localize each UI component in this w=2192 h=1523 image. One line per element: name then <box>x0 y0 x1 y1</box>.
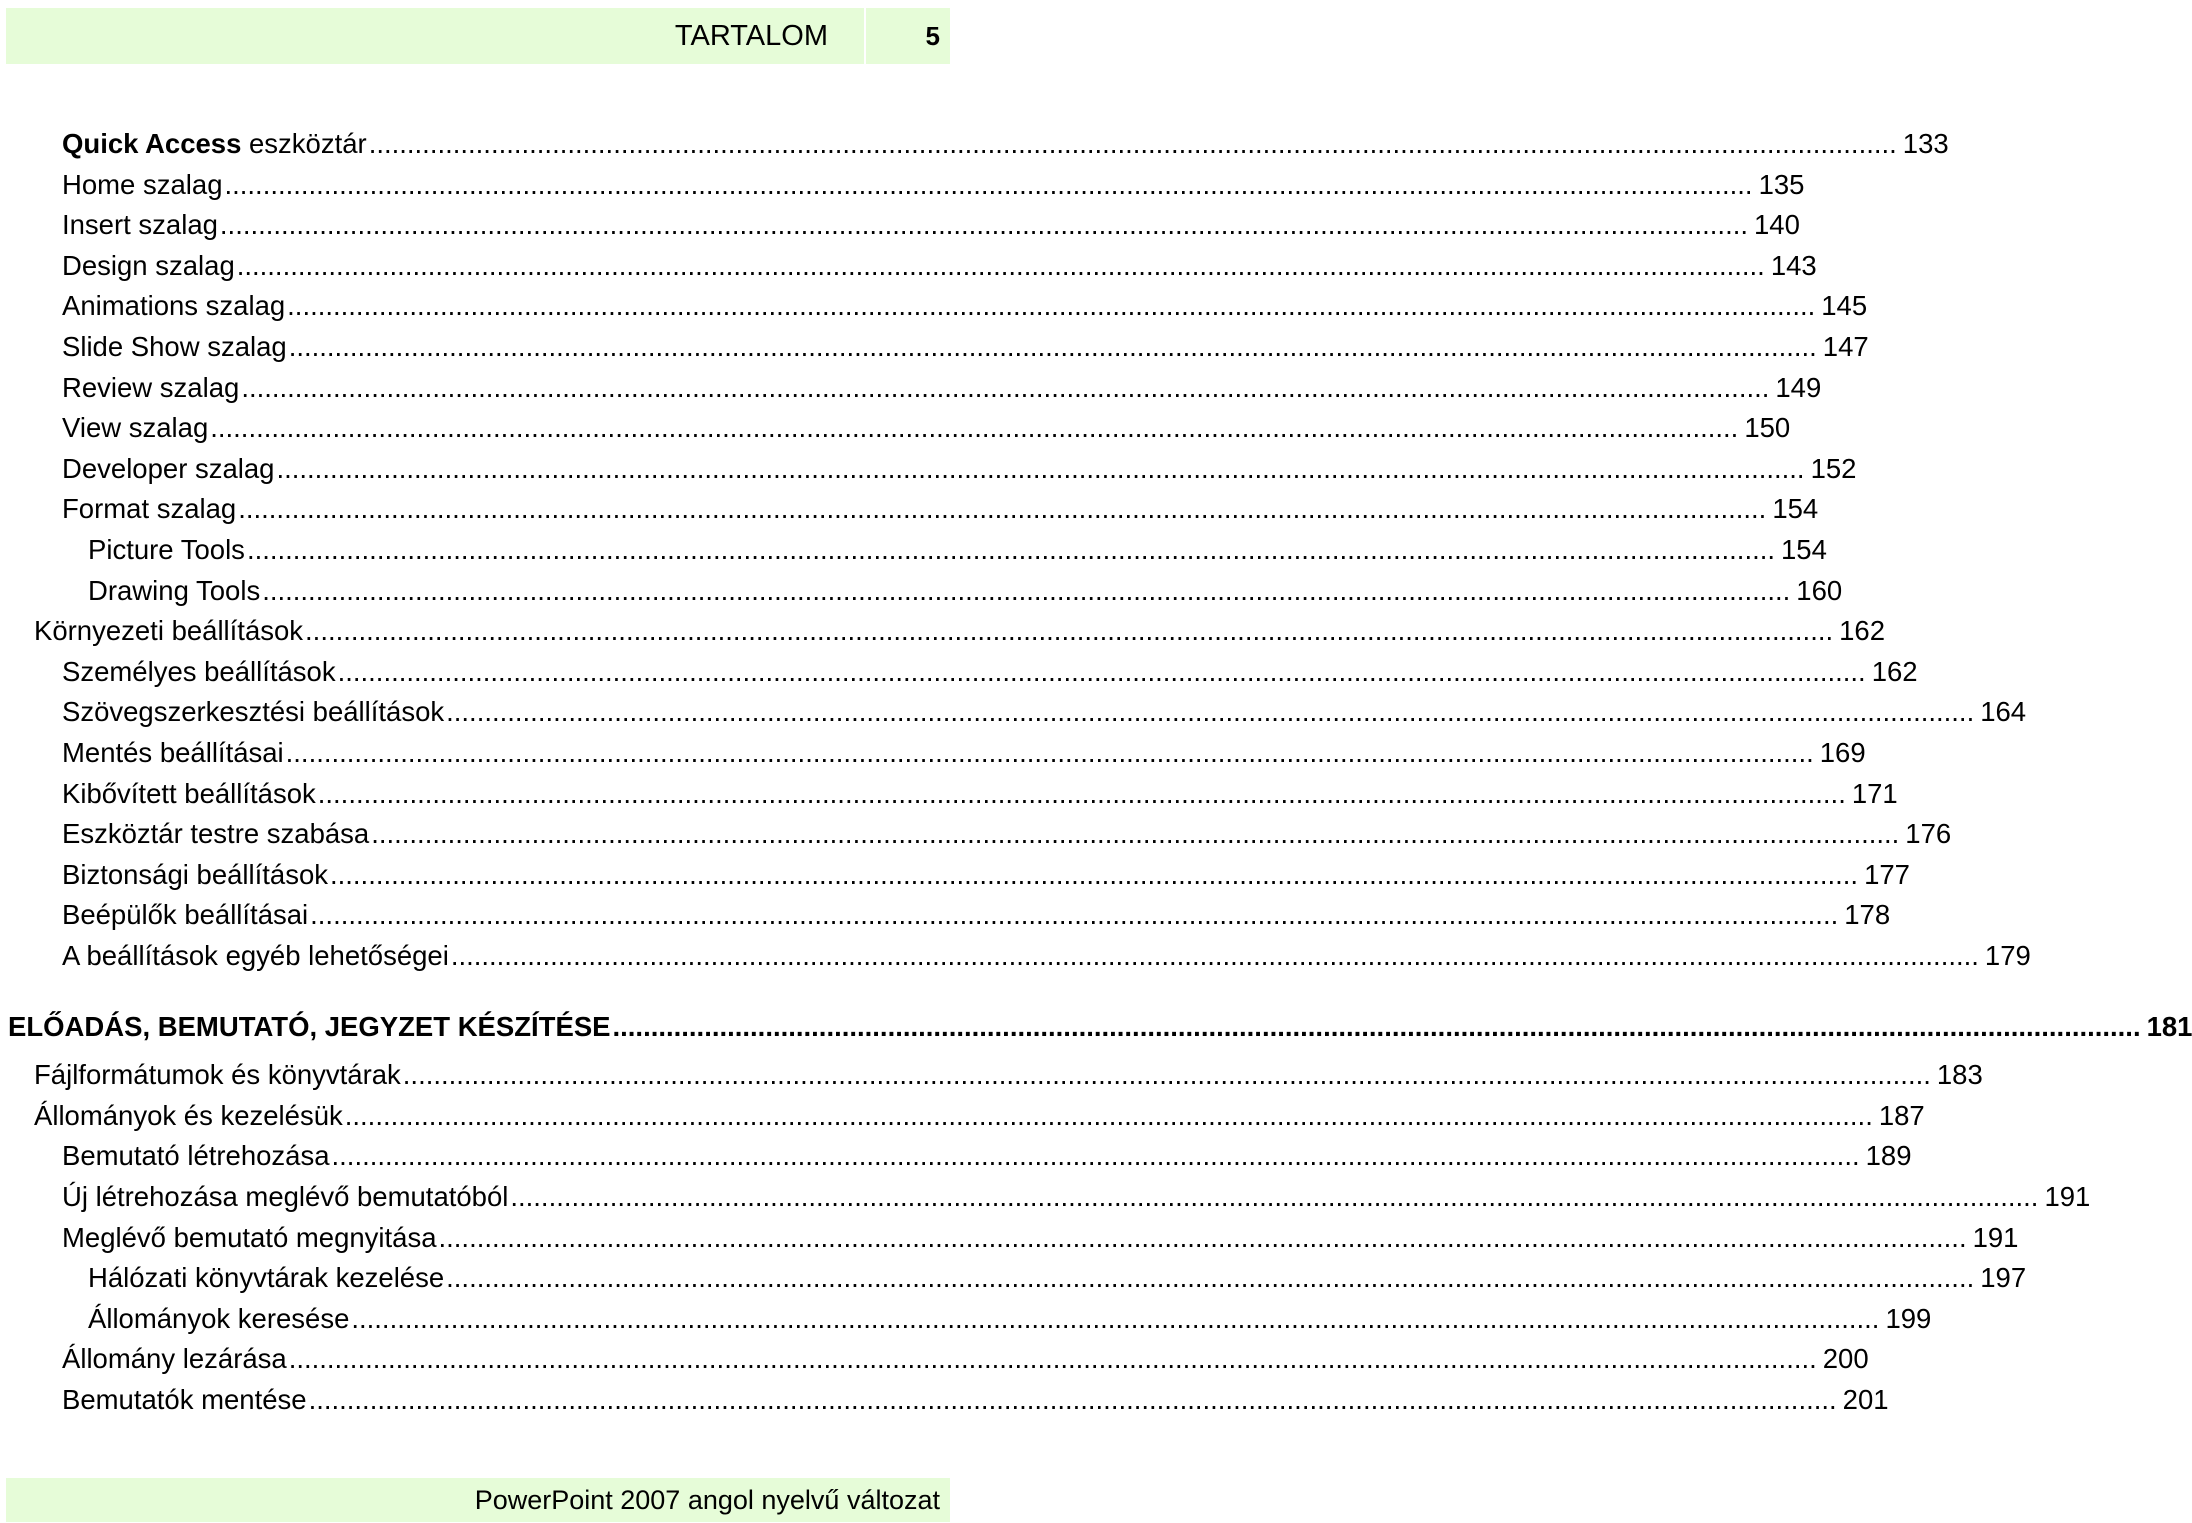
toc-leader-dots: ........................................................................................................................................................................................................ <box>450 940 1979 971</box>
toc-leader-dots: ........................................................................................................................................................................................................ <box>368 128 1897 159</box>
toc-entry-page: 147 <box>1822 331 1869 362</box>
toc-entry-page: 160 <box>1796 574 1843 606</box>
toc-entry-title-text: Insert szalag <box>62 209 218 241</box>
toc-entry-title <box>62 449 274 489</box>
toc-leader-dots: ........................................................................................................................................................................................................ <box>446 1262 1975 1294</box>
toc-entry[interactable] <box>62 286 1868 326</box>
toc-entry-title-text: View szalag <box>62 412 209 444</box>
toc-entry-title-text: Személyes beállítások <box>62 655 336 687</box>
toc-entry-title-text: Környezeti beállítások <box>34 615 304 647</box>
toc-entry-title-text: Eszköztár testre szabása <box>62 818 370 850</box>
toc-entry-title-text: Hálózati könyvtárak kezelése <box>88 1262 445 1294</box>
toc-entry[interactable] <box>62 246 1817 286</box>
toc-leader-dots: ........................................................................................................................................................................................................ <box>317 777 1846 809</box>
toc-entry-page: 169 <box>1819 737 1866 768</box>
toc-entry-title-text: Biztonsági beállítások <box>62 858 328 890</box>
toc-leader-dots: ........................................................................................................................................................................................................ <box>402 1059 1931 1091</box>
toc-entry[interactable] <box>62 165 1805 205</box>
toc-leader-dots: ........................................................................................................................................................................................................ <box>262 574 1791 606</box>
toc-entry-title <box>62 1380 307 1420</box>
toc-entry-title-text: Bemutató létrehozása <box>62 1140 330 1172</box>
toc-entry-page: 162 <box>1839 615 1886 647</box>
toc-entry[interactable] <box>62 449 1857 489</box>
toc-entry-title-text: Picture Tools <box>88 534 245 565</box>
toc-entry[interactable] <box>88 530 1827 570</box>
toc-entry-title <box>62 1177 508 1217</box>
toc-leader-dots: ........................................................................................................................................................................................................ <box>344 1099 1873 1131</box>
toc-entry[interactable] <box>62 408 1791 448</box>
page-footer <box>6 1478 950 1522</box>
toc-leader-dots: ........................................................................................................................................................................................................ <box>510 1181 2039 1212</box>
toc-leader-dots: ........................................................................................................................................................................................................ <box>287 290 1816 322</box>
toc-leader-dots: ........................................................................................................................................................................................................ <box>246 534 1776 565</box>
toc-entry-page: 154 <box>1772 493 1819 525</box>
toc-entry[interactable] <box>62 895 1891 935</box>
toc-entry-title-text: ELŐADÁS, BEMUTATÓ, JEGYZET KÉSZÍTÉSE <box>8 1010 611 1042</box>
toc-entry-title <box>88 530 245 570</box>
toc-entry-title-text: Review szalag <box>62 371 240 403</box>
toc-entry[interactable] <box>62 327 1869 367</box>
toc-leader-dots: ........................................................................................................................................................................................................ <box>288 1343 1817 1375</box>
toc-entry-page: 179 <box>1984 940 2031 971</box>
toc-entry-title-text: Developer szalag <box>62 452 275 484</box>
toc-entry-page: 171 <box>1851 777 1898 809</box>
toc-entry-title-text: Fájlformátumok és könyvtárak <box>34 1059 401 1091</box>
toc-entry-page: 189 <box>1865 1140 1912 1172</box>
toc-entry-title <box>62 1339 287 1379</box>
toc-entry-page: 145 <box>1821 290 1868 322</box>
toc-entry[interactable] <box>62 368 1822 408</box>
toc-entry-title <box>62 733 284 773</box>
toc-entry[interactable] <box>88 1258 2027 1298</box>
toc-entry[interactable] <box>34 611 1886 651</box>
toc-entry-page: 140 <box>1754 209 1800 241</box>
toc-entry-title-text: Home szalag <box>62 168 223 200</box>
toc-entry-title <box>34 1055 401 1095</box>
toc-entry-title <box>62 165 223 205</box>
toc-entry-title <box>88 571 260 611</box>
toc-entry-title-text: Szövegszerkesztési beállítások <box>62 696 445 728</box>
toc-leader-dots: ........................................................................................................................................................................................................ <box>236 249 1765 281</box>
toc-leader-dots: ........................................................................................................................................................................................................ <box>241 371 1770 403</box>
toc-entry[interactable] <box>62 1136 1912 1176</box>
toc-entry-title <box>62 1218 437 1258</box>
toc-entry[interactable] <box>62 814 1952 854</box>
toc-entry-title <box>88 1258 444 1298</box>
toc-entry-page: 143 <box>1770 249 1817 281</box>
toc-leader-dots: ........................................................................................................................................................................................................ <box>285 737 1814 768</box>
toc-entry-page: 152 <box>1810 452 1857 484</box>
toc-entry[interactable] <box>62 1339 1869 1379</box>
toc-entry-title-bold: Quick Access <box>62 128 242 159</box>
toc-entry-page: 162 <box>1871 655 1918 687</box>
toc-leader-dots: ........................................................................................................................................................................................................ <box>238 493 1767 525</box>
toc-entry-title-text: Format szalag <box>62 493 237 525</box>
toc-entry-page: 133 <box>1902 128 1949 159</box>
toc-leader-dots: ........................................................................................................................................................................................................ <box>224 168 1753 200</box>
toc-leader-dots: ........................................................................................................................................................................................................ <box>612 1010 2141 1042</box>
toc-entry-title-text: Animations szalag <box>62 290 286 322</box>
toc-entry[interactable] <box>62 1380 1889 1420</box>
toc-entry-page: 149 <box>1775 371 1822 403</box>
page-header <box>6 8 950 64</box>
toc-entry-page: 176 <box>1905 818 1952 850</box>
toc-entry-title-text: A beállítások egyéb lehetőségei <box>62 940 449 971</box>
toc-entry-page: 150 <box>1744 412 1791 444</box>
toc-entry-title <box>62 692 444 732</box>
toc-entry[interactable] <box>62 855 1910 895</box>
toc-entry-page: 187 <box>1878 1099 1925 1131</box>
toc-entry-title-text: Állományok és kezelésük <box>34 1099 343 1131</box>
toc-entry[interactable] <box>34 1055 1983 1095</box>
toc-entry-title-text: Állományok keresése <box>88 1302 350 1334</box>
toc-entry-title <box>62 327 287 367</box>
toc-leader-dots: ........................................................................................................................................................................................................ <box>288 331 1817 362</box>
toc-entry[interactable] <box>62 205 1800 245</box>
toc-entry-page: 201 <box>1842 1384 1889 1415</box>
toc-entry[interactable] <box>34 1096 1925 1136</box>
toc-entry-page: 197 <box>1980 1262 2027 1294</box>
toc-entry-page: 154 <box>1781 534 1827 565</box>
toc-entry-title <box>62 895 308 935</box>
toc-entry-title <box>62 1136 330 1176</box>
toc-leader-dots: ........................................................................................................................................................................................................ <box>446 696 1975 728</box>
toc-entry[interactable] <box>62 774 1898 814</box>
toc-entry-page: 183 <box>1936 1059 1983 1091</box>
toc-entry[interactable] <box>62 124 1949 164</box>
toc-entry[interactable] <box>62 489 1819 529</box>
toc-leader-dots: ........................................................................................................................................................................................................ <box>305 615 1834 647</box>
toc-entry[interactable] <box>62 652 1918 692</box>
toc-entry-page: 178 <box>1844 899 1891 931</box>
toc-entry-title-text: Slide Show szalag <box>62 331 287 362</box>
toc-entry-title <box>62 652 336 692</box>
toc-entry-title <box>34 1096 343 1136</box>
toc-entry-title <box>62 855 328 895</box>
page-number: 5 <box>925 21 940 51</box>
toc-entry-title-text: Kibővített beállítások <box>62 777 316 809</box>
toc-leader-dots: ........................................................................................................................................................................................................ <box>331 1140 1860 1172</box>
toc-leader-dots: ........................................................................................................................................................................................................ <box>438 1221 1967 1253</box>
toc-entry-title <box>62 936 449 976</box>
toc-entry-title <box>8 1007 611 1047</box>
header-title: TARTALOM <box>674 20 828 52</box>
toc-entry-page: 191 <box>1972 1221 2019 1253</box>
toc-entry-page: 177 <box>1864 858 1910 890</box>
toc-entry-title-text: Új létrehozása meglévő bemutatóból <box>62 1181 509 1212</box>
toc-entry-title <box>88 1299 349 1339</box>
toc-leader-dots: ........................................................................................................................................................................................................ <box>351 1302 1880 1334</box>
toc-entry-page: 200 <box>1822 1343 1869 1375</box>
toc-entry-title <box>62 205 218 245</box>
toc-leader-dots: ........................................................................................................................................................................................................ <box>219 209 1748 241</box>
toc-entry-title-text: Bemutatók mentése <box>62 1384 307 1415</box>
toc-entry-title <box>62 286 285 326</box>
toc-entry-title-text: eszköztár <box>241 128 367 159</box>
toc-entry-title-text: Meglévő bemutató megnyitása <box>62 1221 437 1253</box>
toc-leader-dots: ........................................................................................................................................................................................................ <box>308 1384 1837 1415</box>
toc-entry[interactable] <box>8 1007 2192 1047</box>
toc-entry[interactable] <box>88 1299 1932 1339</box>
toc-entry[interactable] <box>62 936 2031 976</box>
toc-entry[interactable] <box>62 733 1866 773</box>
toc-entry-page: 191 <box>2044 1181 2091 1212</box>
toc-leader-dots: ........................................................................................................................................................................................................ <box>310 899 1839 931</box>
toc-entry-title-text: Állomány lezárása <box>62 1343 287 1375</box>
toc-entry-title <box>34 611 303 651</box>
toc-leader-dots: ........................................................................................................................................................................................................ <box>337 655 1866 687</box>
toc-entry-title <box>62 246 235 286</box>
footer-text: PowerPoint 2007 angol nyelvű változat <box>474 1485 940 1515</box>
toc-entry-title <box>62 124 367 164</box>
toc-entry-page: 199 <box>1885 1302 1932 1334</box>
toc-entry[interactable] <box>62 1218 2019 1258</box>
toc-leader-dots: ........................................................................................................................................................................................................ <box>330 858 1859 890</box>
toc-entry-page: 164 <box>1980 696 2027 728</box>
toc-entry-title <box>62 814 369 854</box>
toc-leader-dots: ........................................................................................................................................................................................................ <box>276 452 1805 484</box>
toc-leader-dots: ........................................................................................................................................................................................................ <box>210 412 1739 444</box>
toc-entry-title <box>62 408 208 448</box>
toc-entry-title-text: Mentés beállításai <box>62 737 284 768</box>
toc-entry-title-text: Design szalag <box>62 249 235 281</box>
toc-entry-page: 135 <box>1758 168 1805 200</box>
toc-entry-title <box>62 368 239 408</box>
toc-entry-title <box>62 774 316 814</box>
toc-leader-dots: ........................................................................................................................................................................................................ <box>371 818 1900 850</box>
toc-entry-page: 181 <box>2146 1010 2192 1042</box>
toc-entry[interactable] <box>88 571 1843 611</box>
toc-entry-title <box>62 489 236 529</box>
toc-entry-title-text: Beépülők beállításai <box>62 899 309 931</box>
toc-entry-title-text: Drawing Tools <box>88 574 261 606</box>
toc-entry[interactable] <box>62 692 2027 732</box>
toc-entry[interactable] <box>62 1177 2091 1217</box>
